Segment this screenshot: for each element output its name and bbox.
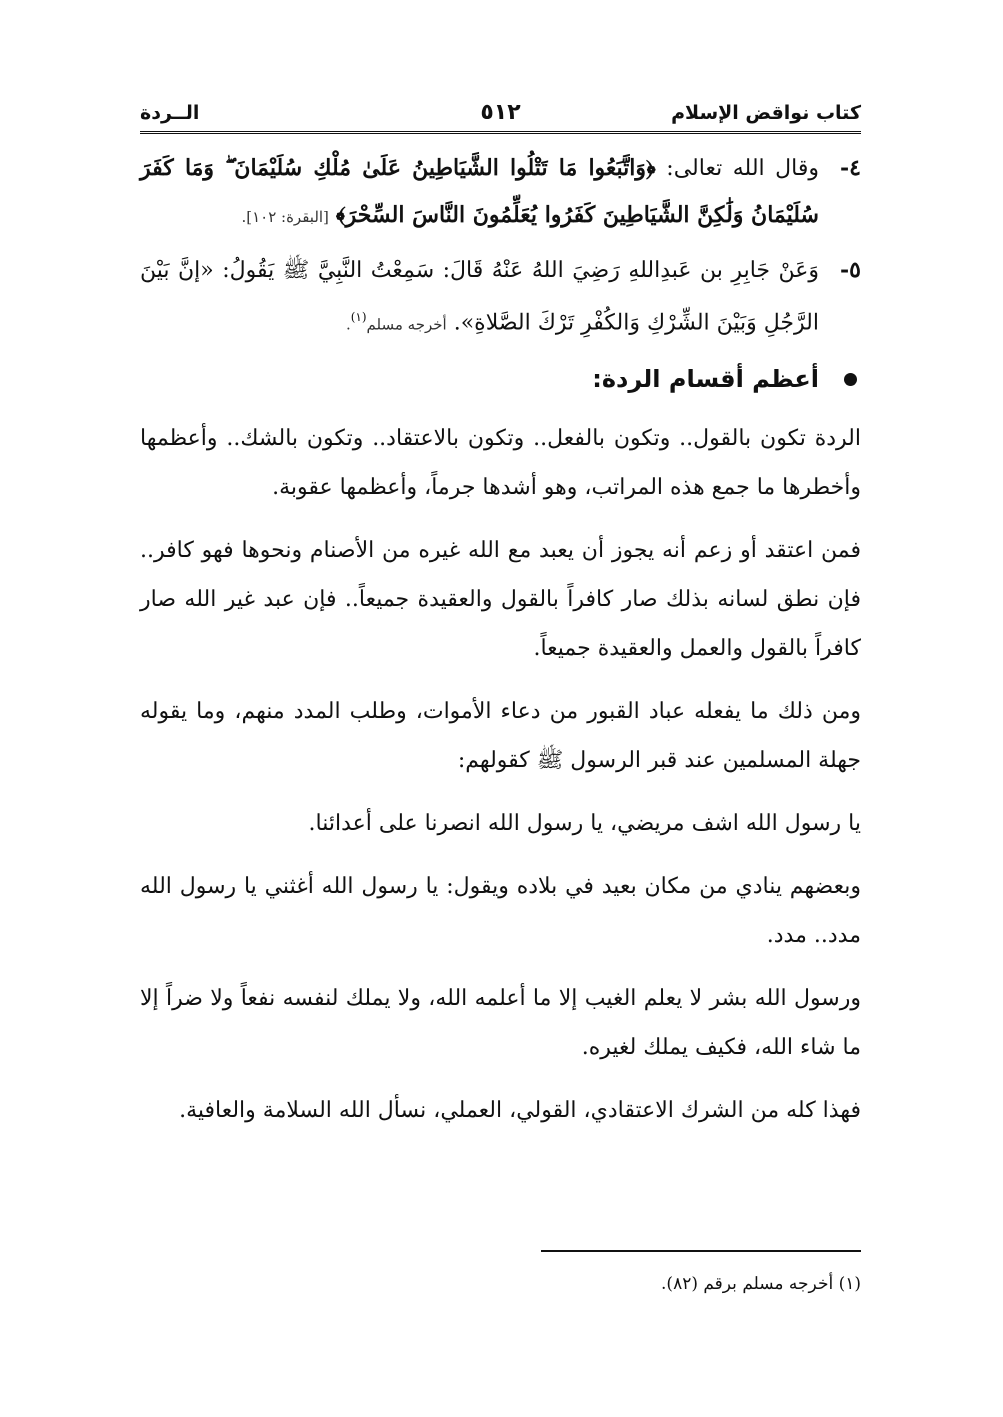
item-intro: وقال الله تعالى: [655,156,819,181]
page-content [140,145,861,1149]
numbered-item-4 [140,145,861,241]
footnote-divider [541,1250,861,1252]
quran-verse: ﴿وَاتَّبَعُوا مَا تَتْلُوا الشَّيَاطِينُ عَلَىٰ مُلْكِ سُلَيْمَانَ ۖ وَمَا كَفَرَ سُلَيْمَانُ وَلَٰكِنَّ الشَّيَاطِينَ كَفَرُوا يُعَلِّمُونَ النَّاسَ السِّحْرَ﴾ [140,155,819,228]
hadith-source: أخرجه مسلم [366,315,447,334]
numbered-item-5 [140,247,861,348]
hadith-text: وَعَنْ جَابِرِ بن عَبدِاللهِ رَضِيَ اللهُ عَنْهُ قَالَ: سَمِعْتُ النَّبِيَّ ﷺ يَقُولُ: «إنَّ بَيْنَ الرَّجُلِ وَبَيْنَ الشِّرْكِ وَالكُفْرِ تَرْكَ الصَّلاةِ». [140,258,819,336]
paragraph: ورسول الله بشر لا يعلم الغيب إلا ما أعلمه الله، ولا يملك لنفسه نفعاً ولا ضراً إلا ما شاء الله، فكيف يملك لغيره. [140,986,861,1061]
paragraph: يا رسول الله اشف مريضي، يا رسول الله انصرنا على أعدائنا. [308,811,861,837]
footnote-marker: (١) [350,310,367,324]
section-heading-text: أعظم أقسام الردة: [592,365,819,394]
paragraph: ومن ذلك ما يفعله عباد القبور من دعاء الأموات، وطلب المدد منهم، وما يقوله جهلة المسلمين عند قبر الرسول ﷺ كقولهم: [140,699,861,774]
paragraph: وبعضهم ينادي من مكان بعيد في بلاده ويقول: يا رسول الله أغثني يا رسول الله مدد.. مدد. [140,874,861,949]
paragraph: فمن اعتقد أو زعم أنه يجوز أن يعبد مع الله غيره من الأصنام ونحوها فهو كافر.. فإن نطق لسانه بذلك صار كافراً بالقول والعقيدة جميعاً.. فإن عبد غير الله صار كافراً بالقول والعمل والعقيدة جميعاً. [140,538,861,662]
chapter-title: الــردة [140,102,200,124]
paragraph: الردة تكون بالقول.. وتكون بالفعل.. وتكون بالاعتقاد.. وتكون بالشك.. وأعظمها وأخطرها ما جمع هذه المراتب، وهو أشدها جرماً، وأعظمها عقوبة. [140,426,861,501]
section-heading [140,354,861,404]
item-number: ٤- [840,155,861,181]
footnote: (١) أخرجه مسلم برقم (٨٢). [661,1274,861,1294]
page-number: ٥١٢ [480,100,521,125]
verse-citation: [البقرة: ١٠٢]. [241,208,329,226]
book-title: كتاب نواقض الإسلام [671,102,861,124]
hadith-source-end: . [345,315,351,334]
paragraph: فهذا كله من الشرك الاعتقادي، القولي، العملي، نسأل الله السلامة والعافية. [179,1098,861,1124]
item-number: ٥- [840,257,861,283]
bullet-icon [844,373,857,386]
running-header [140,100,861,134]
